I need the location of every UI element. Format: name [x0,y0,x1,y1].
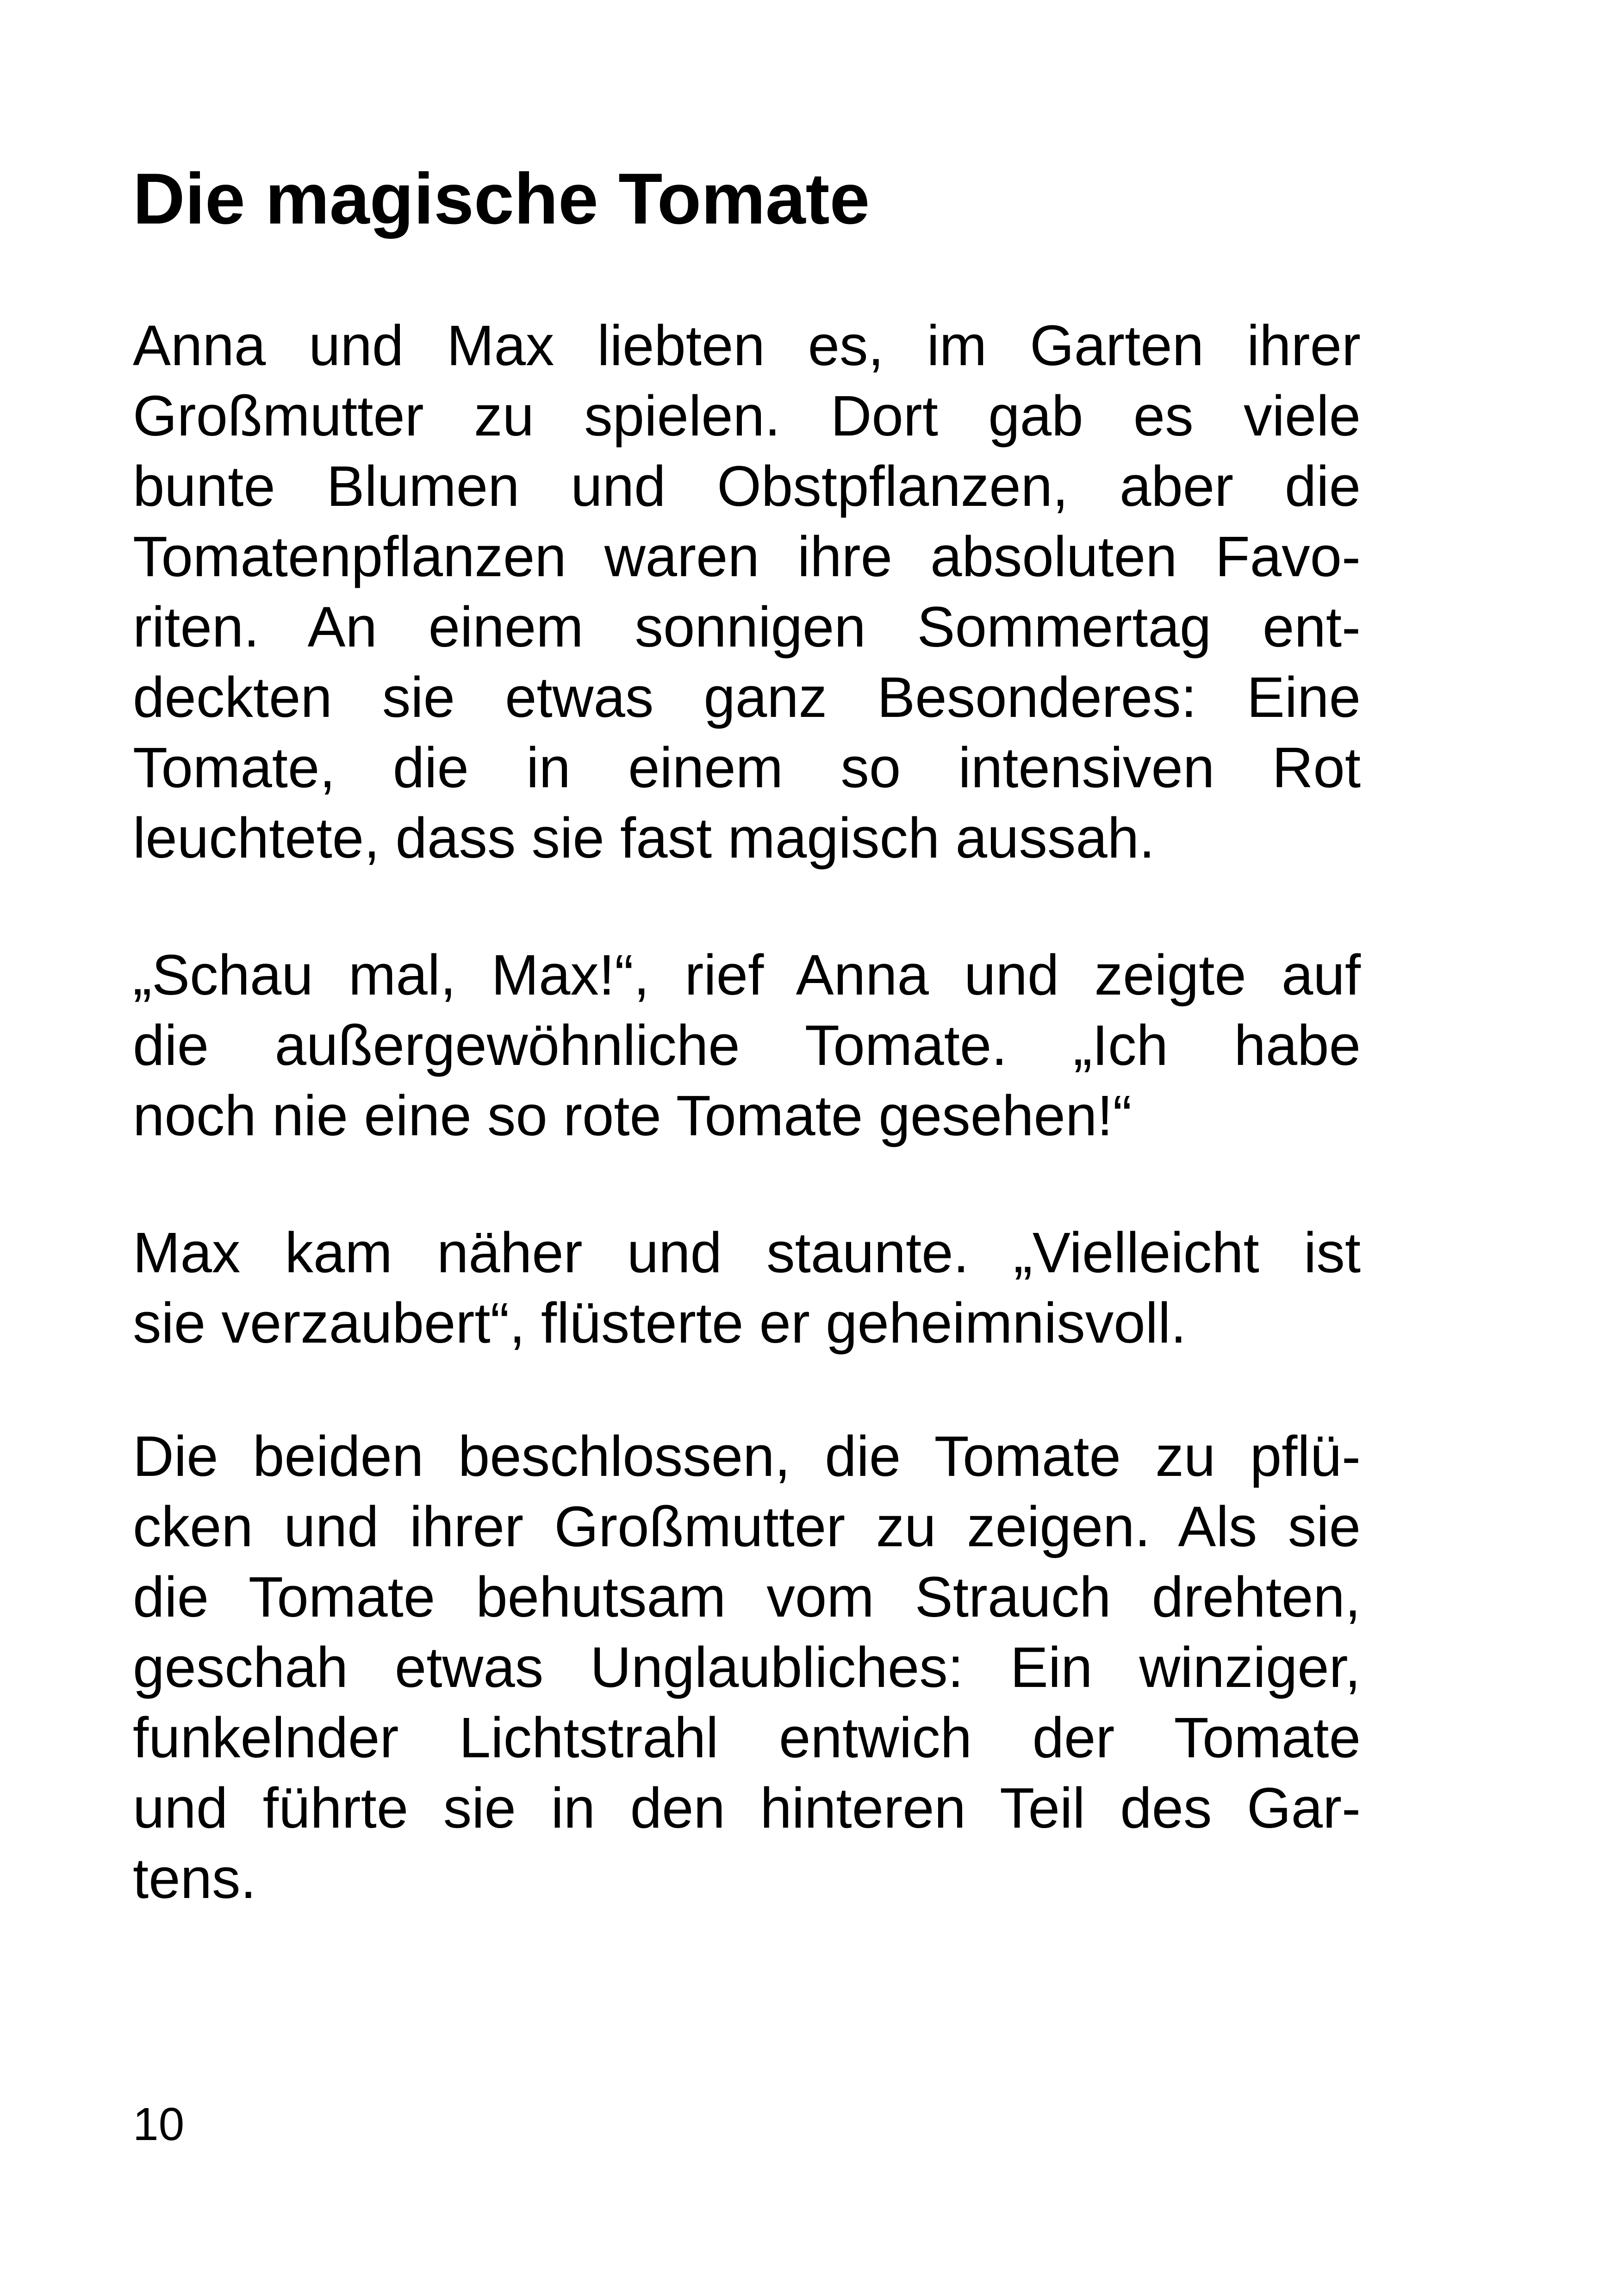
text-line: bunte Blumen und Obstpflanzen, aber die [133,455,1361,518]
paragraph-4 [133,1422,1361,1914]
paragraph-1 [133,311,1361,874]
text-line: Tomate, die in einem so intensiven Rot [133,736,1361,800]
text-line: Tomatenpflanzen waren ihre absoluten Favo- [133,525,1361,589]
text-line: sie verzaubert“, flüsterte er geheimnisvoll. [133,1292,1187,1355]
text-line: Anna und Max liebten es, im Garten ihrer [133,314,1361,378]
text-line: tens. [133,1847,256,1910]
text-line: noch nie eine so rote Tomate gesehen!“ [133,1084,1132,1148]
text-line: die außergewöhnliche Tomate. „Ich habe [133,1014,1361,1077]
text-line: „Schau mal, Max!“, rief Anna und zeigte auf [133,944,1361,1007]
text-line: Die beiden beschlossen, die Tomate zu pflü- [133,1425,1361,1488]
paragraph-3 [133,1218,1361,1359]
text-line: funkelnder Lichtstrahl entwich der Tomate [133,1706,1361,1770]
text-line: cken und ihrer Großmutter zu zeigen. Als sie [133,1495,1361,1559]
text-line: geschah etwas Unglaubliches: Ein winziger, [133,1636,1361,1699]
page-number: 10 [133,2098,185,2150]
page-title: Die magische Tomate [133,159,870,239]
text-line: Max kam näher und staunte. „Vielleicht ist [133,1221,1361,1285]
text-line: und führte sie in den hinteren Teil des Gar- [133,1777,1361,1840]
text-line: deckten sie etwas ganz Besonderes: Eine [133,666,1361,729]
text-line: leuchtete, dass sie fast magisch aussah. [133,807,1155,870]
text-line: die Tomate behutsam vom Strauch drehten, [133,1566,1361,1629]
paragraph-2 [133,940,1361,1151]
text-line: Großmutter zu spielen. Dort gab es viele [133,385,1361,448]
text-line: riten. An einem sonnigen Sommertag ent- [133,596,1361,659]
